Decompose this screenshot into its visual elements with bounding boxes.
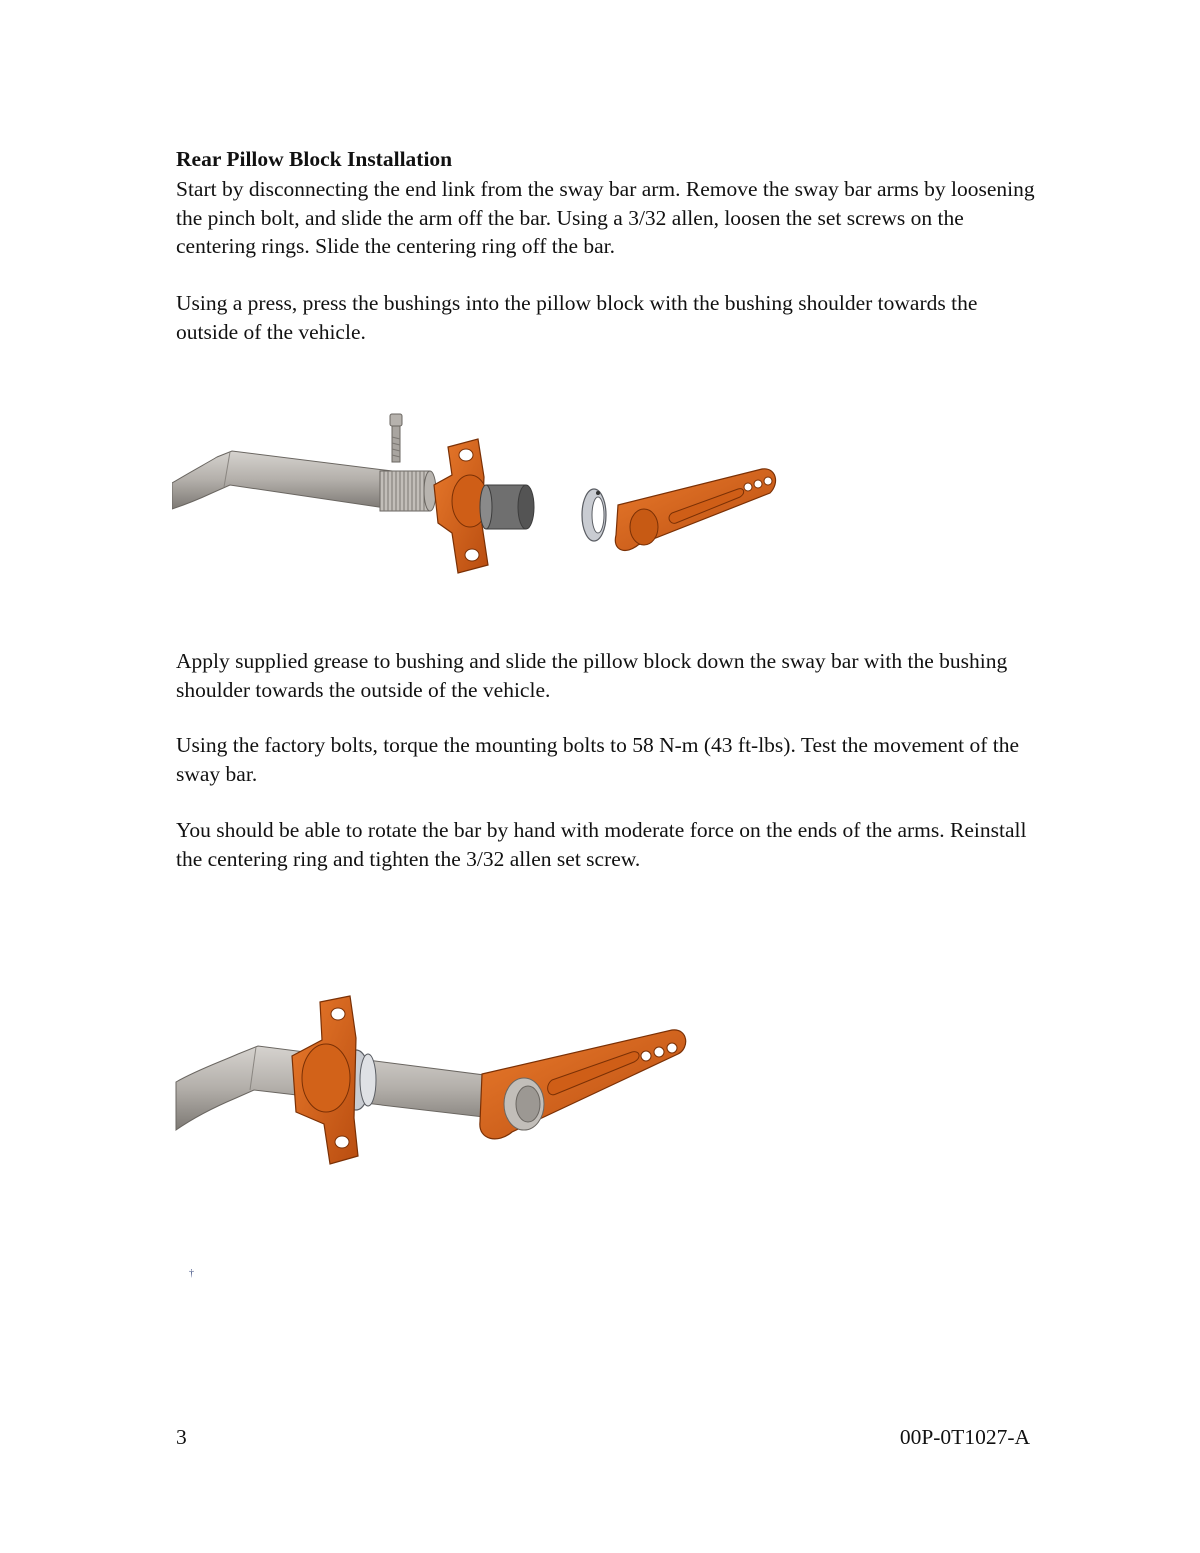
paragraph-apply-grease: Apply supplied grease to bushing and slide the pillow block down the sway bar with the bushing shoulder towards the outside of the vehicle. [176,649,1008,702]
paragraph-press-bushings: Using a press, press the bushings into the pillow block with the bushing shoulder towards the outside of the vehicle. [176,291,978,344]
pillow-block [292,996,358,1164]
document-code: 00P-0T1027-A [899,1425,1030,1449]
centering-ring [582,489,606,541]
sway-bar-arm [480,1030,686,1139]
assembled-figure [172,990,692,1170]
stray-mark: † [189,1268,194,1279]
bushing [480,485,534,529]
sway-bar-arm [615,469,775,551]
exploded-assembly-figure [172,405,782,580]
paragraph-rotate-bar: You should be able to rotate the bar by hand with moderate force on the ends of the arms. Reinstall the centering ring and tighten the 3/32 allen set screw. [176,818,1027,871]
page-number: 3 [176,1425,187,1449]
mounting-bolt [390,414,402,462]
paragraph-torque-bolts: Using the factory bolts, torque the mounting bolts to 58 N-m (43 ft-lbs). Test the movement of the sway bar. [176,733,1020,786]
section-heading: Rear Pillow Block Installation [176,147,453,171]
paragraph-disconnect-end-link: Start by disconnecting the end link from the sway bar arm. Remove the sway bar arms by loosening the pinch bolt, and slide the arm off the bar. Using a 3/32 allen, loosen the set screws on the centering rings. Slide the centering ring off the bar. [176,177,1035,258]
